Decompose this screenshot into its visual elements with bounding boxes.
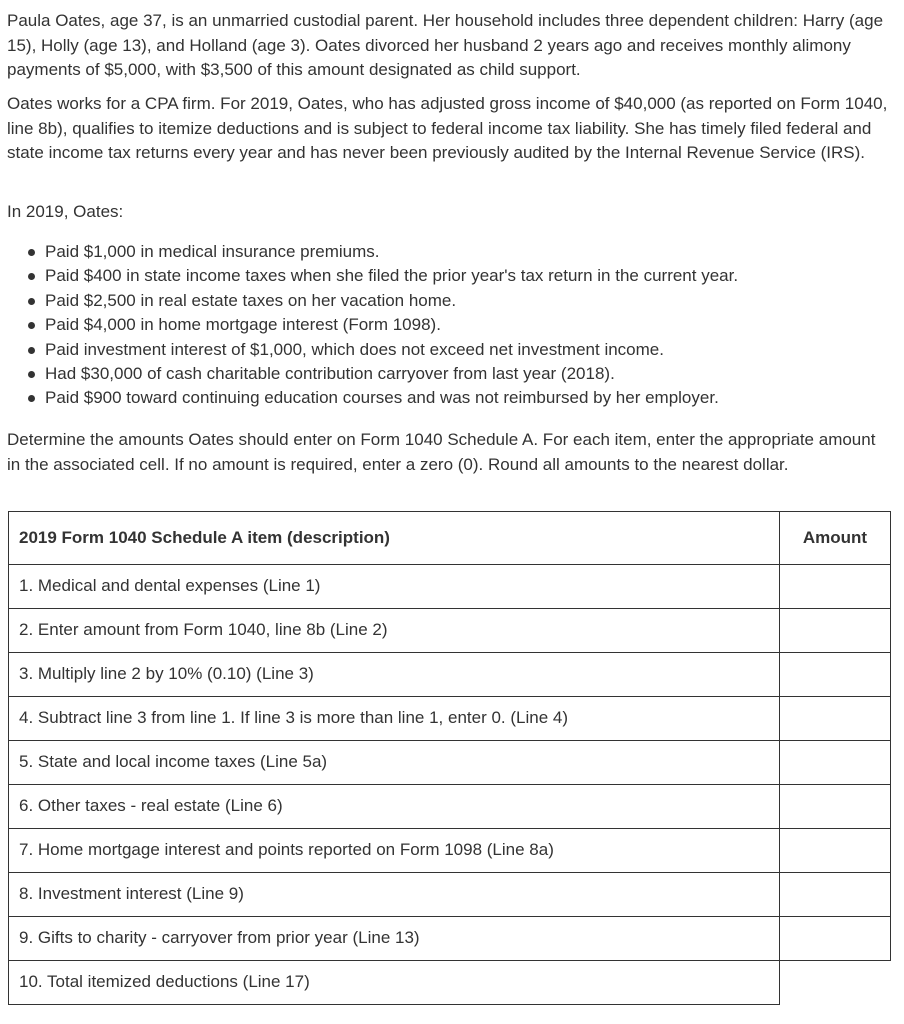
table-row: [9, 829, 891, 873]
bullet-icon: [28, 298, 35, 305]
list-item-text: Paid $1,000 in medical insurance premiums.: [45, 242, 380, 261]
amount-cell[interactable]: [780, 653, 891, 697]
amount-cell[interactable]: [780, 741, 891, 785]
amount-cell[interactable]: [780, 829, 891, 873]
column-header-amount: Amount: [780, 512, 891, 565]
table-row: [9, 741, 891, 785]
bullet-icon: [28, 371, 35, 378]
amount-cell[interactable]: [780, 917, 891, 961]
list-item-text: Had $30,000 of cash charitable contribution carryover from last year (2018).: [45, 363, 615, 383]
table-row: [9, 961, 891, 1005]
facts-list: [24, 240, 884, 411]
row-description: 1. Medical and dental expenses (Line 1): [9, 565, 780, 609]
list-item: [24, 338, 884, 362]
amount-cell[interactable]: [780, 609, 891, 653]
list-item: [24, 264, 884, 288]
row-description: 5. State and local income taxes (Line 5a): [9, 741, 780, 785]
list-item: [24, 362, 884, 386]
row-description: 8. Investment interest (Line 9): [9, 873, 780, 917]
bullet-icon: [28, 395, 35, 402]
bullet-icon: [28, 249, 35, 256]
table-row: [9, 565, 891, 609]
table-row: [9, 697, 891, 741]
row-description: 9. Gifts to charity - carryover from prior year (Line 13): [9, 917, 780, 961]
list-item-text: Paid $900 toward continuing education courses and was not reimbursed by her employer.: [45, 388, 719, 408]
table-row: [9, 785, 891, 829]
list-item: [24, 240, 884, 264]
schedule-a-table: [8, 511, 891, 1005]
bullet-icon: [28, 322, 35, 329]
row-description: 4. Subtract line 3 from line 1. If line 3 is more than line 1, enter 0. (Line 4): [9, 697, 780, 741]
row-description: 7. Home mortgage interest and points reported on Form 1098 (Line 8a): [9, 829, 780, 873]
row-description: 10. Total itemized deductions (Line 17): [9, 961, 780, 1005]
row-description: 6. Other taxes - real estate (Line 6): [9, 785, 780, 829]
scenario-paragraph-1: Paula Oates, age 37, is an unmarried custodial parent. Her household includes three dependent children: Harry (age 15), Holly (age 13), and Holland (age 3). Oates divorced her husband 2 years ago and receives monthly alimony payments of $5,000, with $3,500 of this amount designated as child support.: [7, 11, 884, 79]
amount-cell[interactable]: [780, 565, 891, 609]
column-header-item: 2019 Form 1040 Schedule A item (description): [9, 512, 780, 565]
scenario-paragraph-2: Oates works for a CPA firm. For 2019, Oates, who has adjusted gross income of $40,000 (as reported on Form 1040, line 8b), qualifies to itemize deductions and is subject to federal income tax liability. She has timely filed federal and state income tax returns every year and has never been previously audited by the Internal Revenue Service (IRS).: [7, 94, 888, 162]
row-description: 2. Enter amount from Form 1040, line 8b (Line 2): [9, 609, 780, 653]
table-row: [9, 917, 891, 961]
table-row: [9, 609, 891, 653]
amount-cell[interactable]: [780, 785, 891, 829]
table-row: [9, 873, 891, 917]
list-item: [24, 386, 884, 410]
table-header-row: [9, 512, 891, 565]
list-item-text: Paid $2,500 in real estate taxes on her vacation home.: [45, 290, 457, 310]
amount-cell[interactable]: [780, 697, 891, 741]
list-item-text: Paid $4,000 in home mortgage interest (Form 1098).: [45, 315, 441, 335]
table-row: [9, 653, 891, 697]
instructions-paragraph: Determine the amounts Oates should enter on Form 1040 Schedule A. For each item, enter the appropriate amount in the associated cell. If no amount is required, enter a zero (0). Round all amounts to the nearest dollar.: [7, 430, 876, 474]
list-item: [24, 289, 884, 313]
list-item-text: Paid investment interest of $1,000, which does not exceed net investment income.: [45, 339, 664, 359]
empty-cell: [780, 961, 891, 1005]
bullet-icon: [28, 273, 35, 280]
amount-cell[interactable]: [780, 873, 891, 917]
row-description: 3. Multiply line 2 by 10% (0.10) (Line 3): [9, 653, 780, 697]
list-item-text: Paid $400 in state income taxes when she filed the prior year's tax return in the current year.: [45, 266, 739, 286]
bullet-icon: [28, 347, 35, 354]
list-item: [24, 313, 884, 337]
scenario-paragraph-3: In 2019, Oates:: [7, 202, 124, 221]
